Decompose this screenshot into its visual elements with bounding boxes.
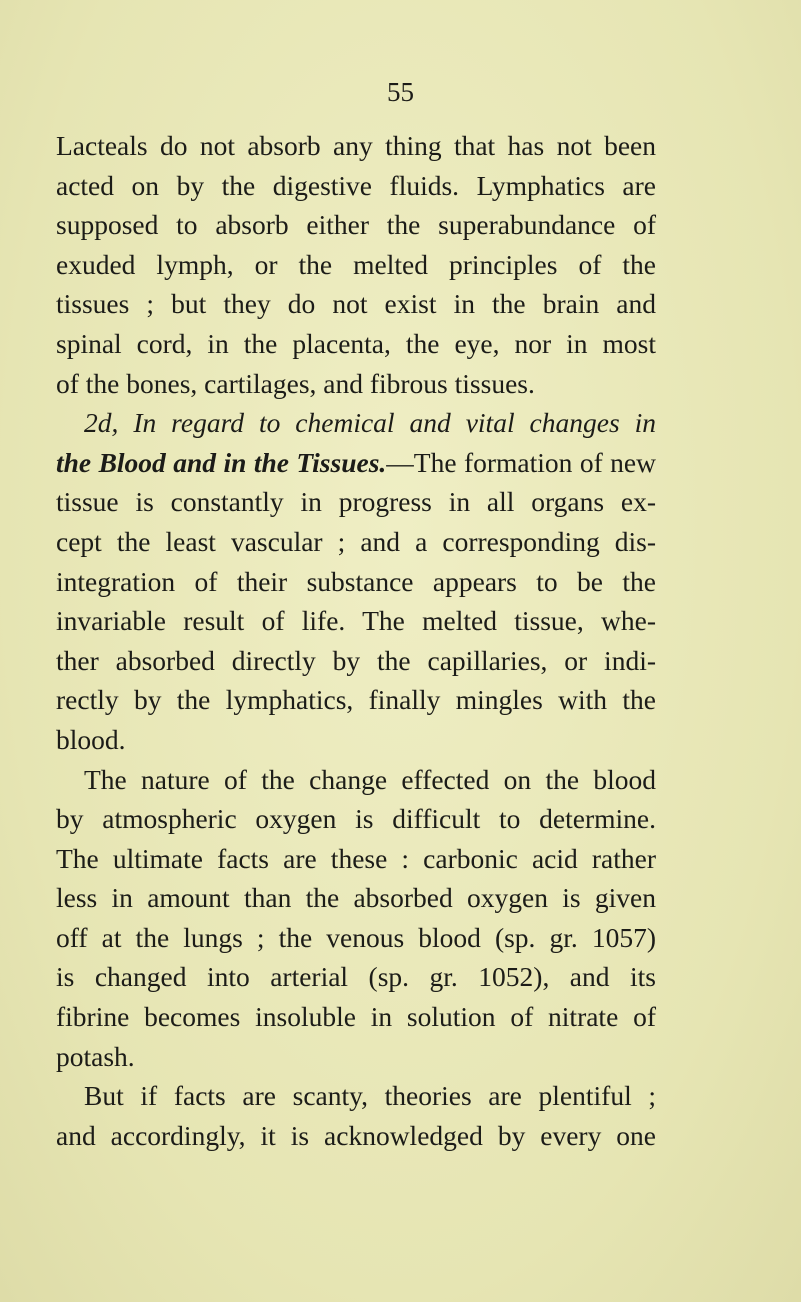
text-line: acted on by the digestive fluids. Lymphatics are — [56, 169, 656, 201]
text-run: —The formation of new — [386, 446, 656, 478]
text-line: cept the least vascular ; and a corresponding dis- — [56, 525, 656, 557]
text-line: fibrine becomes insoluble in solution of nitrate of — [56, 1001, 656, 1033]
text-line: and accordingly, it is acknowledged by every one — [56, 1119, 656, 1151]
text-line: by atmospheric oxygen is difficult to determine. — [56, 803, 656, 835]
text-line: blood. — [56, 723, 126, 755]
paragraph-lacteals — [56, 126, 656, 403]
section-heading: In regard to chemical and vital changes in — [133, 407, 656, 439]
text-line: ther absorbed directly by the capillaries, or indi- — [56, 644, 656, 676]
text-line: integration of their substance appears to be the — [56, 565, 656, 597]
section-number: 2d, — [84, 407, 119, 439]
text-line: is changed into arterial (sp. gr. 1052), and its — [56, 961, 656, 993]
text-line: exuded lymph, or the melted principles of the — [56, 248, 656, 280]
text-line: The ultimate facts are these : carbonic acid rather — [56, 842, 656, 874]
page-number: 55 — [387, 77, 414, 107]
text-line: tissue is constantly in progress in all organs ex- — [56, 486, 656, 518]
text-line: invariable result of life. The melted tissue, whe- — [56, 605, 656, 637]
section-heading-line-2 — [56, 443, 656, 483]
section-heading-continued: the Blood and in the Tissues. — [56, 446, 387, 478]
text-line: But if facts are scanty, theories are plentiful ; — [84, 1080, 656, 1112]
text-line: off at the lungs ; the venous blood (sp. gr. 1057) — [56, 921, 656, 953]
text-line: spinal cord, in the placenta, the eye, nor in most — [56, 327, 656, 359]
text-line: supposed to absorb either the superabundance of — [56, 209, 656, 241]
text-line: Lacteals do not absorb any thing that has not been — [56, 130, 656, 161]
body-text — [56, 126, 656, 1155]
text-line: The nature of the change effected on the blood — [84, 763, 656, 795]
section-heading-line — [56, 403, 656, 443]
paragraph-oxygen — [56, 760, 656, 1077]
text-line: of the bones, cartilages, and fibrous tissues. — [56, 367, 535, 399]
paragraph-chemical-changes — [56, 403, 656, 759]
text-line: tissues ; but they do not exist in the brain and — [56, 288, 656, 320]
text-line: less in amount than the absorbed oxygen is given — [56, 882, 656, 914]
paragraph-theories — [56, 1076, 656, 1155]
text-line: potash. — [56, 1040, 135, 1072]
text-line: rectly by the lymphatics, finally mingles with the — [56, 684, 656, 716]
